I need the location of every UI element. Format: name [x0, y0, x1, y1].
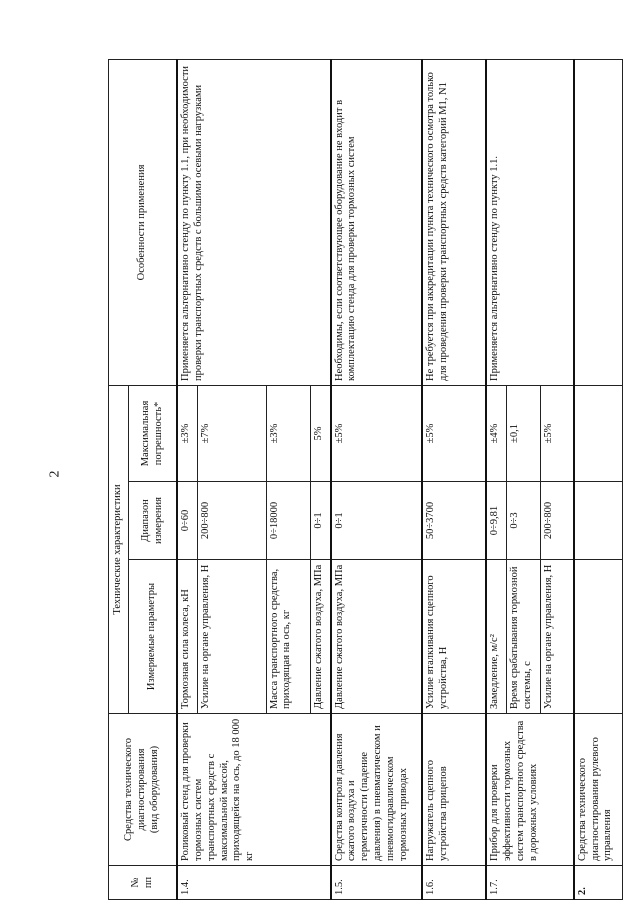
- table-row: [486, 59, 506, 899]
- row-error: ±4%: [486, 385, 506, 481]
- row-param: Время срабатывания тормозной системы, с: [507, 560, 541, 714]
- row-range-empty: [574, 482, 623, 560]
- row-param: Давление сжатого воздуха, МПа: [310, 560, 330, 714]
- rotated-table-container: [108, 60, 623, 900]
- row-range: 200÷800: [197, 482, 266, 560]
- row-error: ±5%: [331, 385, 423, 481]
- row-range: 0÷18000: [266, 482, 310, 560]
- row-num: 1.4.: [177, 866, 330, 900]
- row-means: Нагружатель сцепного устройства прицепов: [422, 714, 486, 866]
- row-param: Замедление, м/с²: [486, 560, 506, 714]
- header-params: Измеряемые параметры: [128, 560, 177, 714]
- row-param: Усилие на органе управления, Н: [541, 560, 574, 714]
- row-error: ±3%: [177, 385, 197, 481]
- row-note: Необходимы, если соответствующее оборудование не входит в комплектацию стенда для проверки тормозных систем: [331, 59, 423, 385]
- table-row: [422, 59, 486, 899]
- header-means: Средства технического диагностирования (вид оборудования): [109, 714, 178, 866]
- row-range: 0÷60: [177, 482, 197, 560]
- row-means: Средства технического диагностирования рулевого управления: [574, 714, 623, 866]
- row-means: Роликовый стенд для проверки тормозных систем транспортных средств с максимальной массой, приходящейся на ось, до 18 000 кг: [177, 714, 330, 866]
- row-range: 50÷3700: [422, 482, 486, 560]
- row-num: 1.6.: [422, 866, 486, 900]
- header-notes: Особенности применения: [109, 59, 178, 385]
- row-param: Усилие вталкивания сцепного устройства, Н: [422, 560, 486, 714]
- row-param: Давление сжатого воздуха, МПа: [331, 560, 423, 714]
- row-error-empty: [574, 385, 623, 481]
- row-means: Средства контроля давления сжатого воздуха и герметичности (падение давления) в пневматическом и пневмогидравлическом тормозных приводах: [331, 714, 423, 866]
- row-param: Тормозная сила колеса, кН: [177, 560, 197, 714]
- header-num: № пп: [109, 866, 178, 900]
- row-error: ±3%: [266, 385, 310, 481]
- header-range: Диапазон измерения: [128, 482, 177, 560]
- header-tech-group: Технические характеристики: [109, 385, 129, 713]
- row-param: Усилие на органе управления, Н: [197, 560, 266, 714]
- equipment-table: [108, 59, 623, 900]
- row-num: 1.7.: [486, 866, 573, 900]
- row-num: 1.5.: [331, 866, 423, 900]
- row-param: Масса транспортного средства, приходящая на ось, кг: [266, 560, 310, 714]
- row-num: 2.: [574, 866, 623, 900]
- row-error: ±0,1: [507, 385, 541, 481]
- row-range: 200÷800: [541, 482, 574, 560]
- row-range: 0÷9,81: [486, 482, 506, 560]
- table-row: [177, 59, 197, 899]
- row-error: 5%: [310, 385, 330, 481]
- row-note-empty: [574, 59, 623, 385]
- header-error: Максимальная погрешность*: [128, 385, 177, 481]
- row-note: Применяется альтернативно стенду по пункту 1.1, при необходимости проверки транспортных средств с большими осевыми нагрузками: [177, 59, 330, 385]
- row-range: 0÷1: [331, 482, 423, 560]
- row-means: Прибор для проверки эффективности тормозных систем транспортного средства в дорожных условиях: [486, 714, 573, 866]
- row-range: 0÷1: [310, 482, 330, 560]
- page-number: 2: [47, 470, 63, 478]
- row-note: Не требуется при аккредитации пункта технического осмотра только для проведения проверки транспортных средств категорий М1, N1: [422, 59, 486, 385]
- row-error: ±5%: [541, 385, 574, 481]
- table-row: [331, 59, 423, 899]
- row-param-empty: [574, 560, 623, 714]
- row-note: Применяется альтернативно стенду по пункту 1.1.: [486, 59, 573, 385]
- row-error: ±7%: [197, 385, 266, 481]
- table-row: [574, 59, 623, 899]
- row-error: ±5%: [422, 385, 486, 481]
- row-range: 0÷3: [507, 482, 541, 560]
